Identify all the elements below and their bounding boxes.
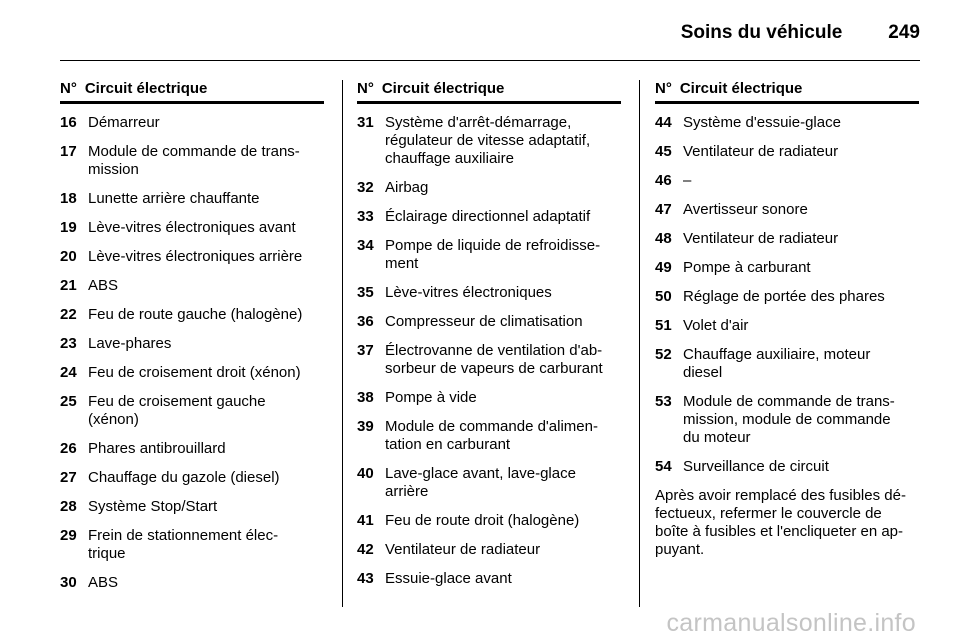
fuse-number: 44	[655, 114, 672, 131]
fuse-circuit: Démarreur	[88, 114, 160, 131]
fuse-row	[655, 230, 919, 248]
fuse-circuit: Système d'essuie-glace	[683, 114, 841, 131]
fuse-number: 22	[60, 306, 77, 323]
fuse-circuit: Frein de stationnement élec- trique	[88, 527, 279, 562]
fuse-number: 19	[60, 219, 77, 236]
fuse-number: 27	[60, 469, 77, 486]
fuse-row	[357, 114, 621, 168]
fuse-number: 29	[60, 527, 77, 544]
fuse-number: 38	[357, 389, 374, 406]
fuse-row	[60, 498, 324, 516]
fuse-circuit: Module de commande de trans- mission, module de commande du moteur	[683, 393, 895, 446]
column-header-label: Circuit électrique	[84, 80, 208, 97]
fuse-circuit: Feu de route droit (halogène)	[385, 512, 580, 529]
fuse-circuit: Chauffage du gazole (diesel)	[88, 469, 280, 486]
fuse-number: 28	[60, 498, 77, 515]
fuse-row	[655, 393, 919, 447]
column-header-number: N°	[357, 80, 374, 97]
fuse-row	[357, 418, 621, 454]
fuse-row	[60, 335, 324, 353]
fuse-number: 21	[60, 277, 77, 294]
fuse-row	[655, 172, 919, 190]
column-header-label: Circuit électrique	[381, 80, 505, 97]
instruction-paragraph: Après avoir remplacé des fusibles dé- fectueux, refermer le couvercle de boîte à fusibles et l'encliqueter en ap- puyant.	[655, 487, 906, 558]
fuse-column-3	[655, 80, 919, 559]
fuse-circuit: Pompe de liquide de refroidisse- ment	[385, 237, 601, 272]
fuse-row	[655, 259, 919, 277]
fuse-circuit: Lève-vitres électroniques arrière	[88, 248, 303, 265]
fuse-row	[357, 541, 621, 559]
fuse-circuit: Feu de croisement gauche (xénon)	[88, 393, 266, 428]
fuse-row	[655, 201, 919, 219]
fuse-circuit: Essuie-glace avant	[385, 570, 512, 587]
fuse-row	[60, 574, 324, 592]
fuse-number: 54	[655, 458, 672, 475]
fuse-number: 43	[357, 570, 374, 587]
fuse-row	[60, 190, 324, 208]
fuse-number: 16	[60, 114, 77, 131]
fuse-row	[655, 346, 919, 382]
fuse-row	[60, 277, 324, 295]
fuse-row	[357, 465, 621, 501]
fuse-row	[60, 114, 324, 132]
fuse-row	[357, 284, 621, 302]
fuse-circuit: Électrovanne de ventilation d'ab- sorbeur de vapeurs de carburant	[385, 342, 603, 377]
fuse-row	[655, 317, 919, 335]
fuse-number: 36	[357, 313, 374, 330]
fuse-number: 17	[60, 143, 77, 160]
fuse-circuit: Avertisseur sonore	[683, 201, 808, 218]
fuse-column-1	[60, 80, 324, 603]
fuse-circuit: Lève-vitres électroniques	[385, 284, 552, 301]
fuse-number: 49	[655, 259, 672, 276]
fuse-circuit: Module de commande d'alimen- tation en carburant	[385, 418, 598, 453]
fuse-row	[60, 219, 324, 237]
fuse-circuit: Volet d'air	[683, 317, 749, 334]
fuse-number: 33	[357, 208, 374, 225]
fuse-number: 39	[357, 418, 374, 435]
fuse-number: 20	[60, 248, 77, 265]
column-divider	[639, 80, 640, 607]
fuse-number: 40	[357, 465, 374, 482]
fuse-row	[60, 248, 324, 266]
header-rule	[60, 60, 920, 61]
fuse-number: 34	[357, 237, 374, 254]
fuse-circuit: Chauffage auxiliaire, moteur diesel	[683, 346, 871, 381]
fuse-number: 46	[655, 172, 672, 189]
column-header-number: N°	[655, 80, 672, 97]
fuse-row	[357, 237, 621, 273]
fuse-number: 25	[60, 393, 77, 410]
fuse-circuit: Lave-phares	[88, 335, 172, 352]
fuse-row	[357, 179, 621, 197]
fuse-circuit: Feu de croisement droit (xénon)	[88, 364, 301, 381]
fuse-row	[655, 114, 919, 132]
fuse-number: 23	[60, 335, 77, 352]
fuse-row	[60, 469, 324, 487]
fuse-number: 30	[60, 574, 77, 591]
fuse-column-2	[357, 80, 621, 599]
page-number: 249	[888, 22, 920, 43]
fuse-row	[60, 527, 324, 563]
fuse-number: 35	[357, 284, 374, 301]
fuse-circuit: Surveillance de circuit	[683, 458, 829, 475]
fuse-circuit: Ventilateur de radiateur	[385, 541, 541, 558]
fuse-row	[60, 393, 324, 429]
fuse-number: 37	[357, 342, 374, 359]
fuse-circuit: Lave-glace avant, lave-glace arrière	[385, 465, 576, 500]
fuse-number: 53	[655, 393, 672, 410]
fuse-row	[655, 143, 919, 161]
page-header	[60, 18, 920, 48]
fuse-row	[655, 458, 919, 476]
fuse-number: 50	[655, 288, 672, 305]
fuse-number: 18	[60, 190, 77, 207]
fuse-circuit: Airbag	[385, 179, 429, 196]
fuse-row	[60, 440, 324, 458]
fuse-circuit: Compresseur de climatisation	[385, 313, 583, 330]
fuse-circuit: Phares antibrouillard	[88, 440, 226, 457]
fuse-circuit: Ventilateur de radiateur	[683, 143, 839, 160]
fuse-row	[655, 288, 919, 306]
fuse-number: 51	[655, 317, 672, 334]
fuse-row	[357, 342, 621, 378]
fuse-number: 52	[655, 346, 672, 363]
fuse-number: 41	[357, 512, 374, 529]
fuse-circuit: Réglage de portée des phares	[683, 288, 885, 305]
fuse-row	[60, 306, 324, 324]
fuse-number: 32	[357, 179, 374, 196]
fuse-row	[357, 313, 621, 331]
fuse-circuit: –	[683, 172, 692, 189]
column-header-number: N°	[60, 80, 77, 97]
fuse-circuit: Feu de route gauche (halogène)	[88, 306, 303, 323]
fuse-row	[357, 389, 621, 407]
watermark: carmanualsonline.info	[666, 609, 916, 637]
fuse-row	[357, 208, 621, 226]
fuse-number: 48	[655, 230, 672, 247]
column-header	[357, 80, 621, 104]
fuse-number: 42	[357, 541, 374, 558]
fuse-circuit: Lunette arrière chauffante	[88, 190, 260, 207]
fuse-circuit: Éclairage directionnel adaptatif	[385, 208, 591, 225]
fuse-circuit: ABS	[88, 574, 119, 591]
fuse-number: 31	[357, 114, 374, 131]
column-header-label: Circuit électrique	[679, 80, 803, 97]
fuse-circuit: Système Stop/Start	[88, 498, 218, 515]
column-header	[655, 80, 919, 104]
fuse-circuit: Pompe à vide	[385, 389, 477, 406]
fuse-number: 47	[655, 201, 672, 218]
fuse-circuit: ABS	[88, 277, 119, 294]
fuse-number: 45	[655, 143, 672, 160]
fuse-row	[357, 512, 621, 530]
fuse-row	[357, 570, 621, 588]
fuse-circuit: Lève-vitres électroniques avant	[88, 219, 296, 236]
fuse-row	[60, 143, 324, 179]
fuse-number: 26	[60, 440, 77, 457]
fuse-circuit: Module de commande de trans- mission	[88, 143, 300, 178]
fuse-circuit: Pompe à carburant	[683, 259, 811, 276]
page-title: Soins du véhicule	[680, 22, 843, 43]
fuse-row	[60, 364, 324, 382]
fuse-number: 24	[60, 364, 77, 381]
column-divider	[342, 80, 343, 607]
column-header	[60, 80, 324, 104]
fuse-circuit: Ventilateur de radiateur	[683, 230, 839, 247]
fuse-circuit: Système d'arrêt-démarrage, régulateur de vitesse adaptatif, chauffage auxiliaire	[385, 114, 591, 167]
